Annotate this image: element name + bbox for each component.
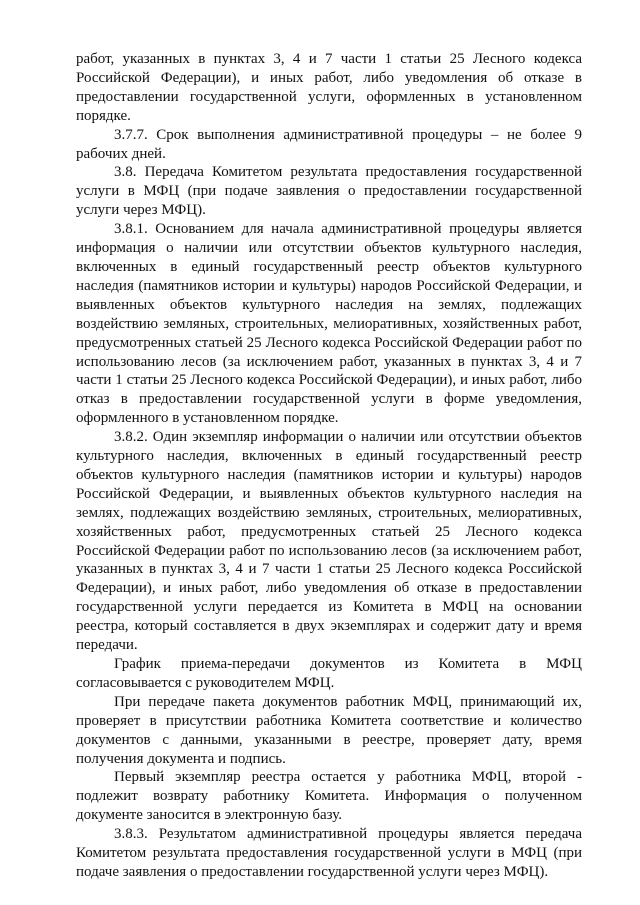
paragraph-3-8-1: 3.8.1. Основанием для начала административной процедуры является информация о наличии или отсутствии объектов культурного наследия, включенных в единый государственный реестр объектов культурного наследия (памятников истории и культуры) народов Российской Федерации, и выявленных объектов культурного наследия на землях, подлежащих воздействию земляных, строительных, мелиоративных, хозяйственных работ, предусмотренных статьей 25 Лесного кодекса Российской Федерации работ по использованию лесов (за исключением работ, указанных в пунктах 3, 4 и 7 части 1 статьи 25 Лесного кодекса Российской Федерации), и иных работ, либо отказ в предоставлении государственной услуги в форме уведомления, оформленного в установленном порядке. [76,221,582,427]
paragraph-transfer-check: При передаче пакета документов работник МФЦ, принимающий их, проверяет в присутствии работника Комитета соответствие и количество документов с данными, указанными в реестре, проверяет дату, время получения документа и подпись. [76,693,582,767]
paragraph-3-7-7: 3.7.7. Срок выполнения административной процедуры – не более 9 рабочих дней. [76,126,582,162]
paragraph-schedule: График приема-передачи документов из Комитета в МФЦ согласовывается с руководителем МФЦ. [76,656,582,691]
document-body [76,50,582,882]
paragraph-3-8: 3.8. Передача Комитетом результата предоставления государственной услуги в МФЦ (при подаче заявления о предоставлении государственной услуги через МФЦ). [76,164,582,219]
paragraph-3-8-2: 3.8.2. Один экземпляр информации о наличии или отсутствии объектов культурного наследия, включенных в единый государственный реестр объектов культурного наследия (памятников истории и культуры) народов Российской Федерации, и выявленных объектов культурного наследия на землях, подлежащих воздействию земляных, строительных, мелиоративных, хозяйственных работ, предусмотренных статьей 25 Лесного кодекса Российской Федерации работ по использованию лесов (за исключением работ, указанных в пунктах 3, 4 и 7 части 1 статьи 25 Лесного кодекса Российской Федерации), и иных работ, либо уведомления об отказе в предоставлении государственной услуги передается из Комитета в МФЦ на основании реестра, который составляется в двух экземплярах и содержит дату и время передачи. [76,429,582,654]
paragraph-registry-copy: Первый экземпляр реестра остается у работника МФЦ, второй - подлежит возврату работнику Комитета. Информация о полученном документе заносится в электронную базу. [76,769,582,824]
paragraph-continuation: работ, указанных в пунктах 3, 4 и 7 части 1 статьи 25 Лесного кодекса Российской Федерации), и иных работ, либо уведомления об отказе в предоставлении государственной услуги, оформленных в установленном порядке. [76,51,582,124]
paragraph-3-8-3: 3.8.3. Результатом административной процедуры является передача Комитетом результата предоставления государственной услуги в МФЦ (при подаче заявления о предоставлении государственной услуги через МФЦ). [76,826,582,880]
